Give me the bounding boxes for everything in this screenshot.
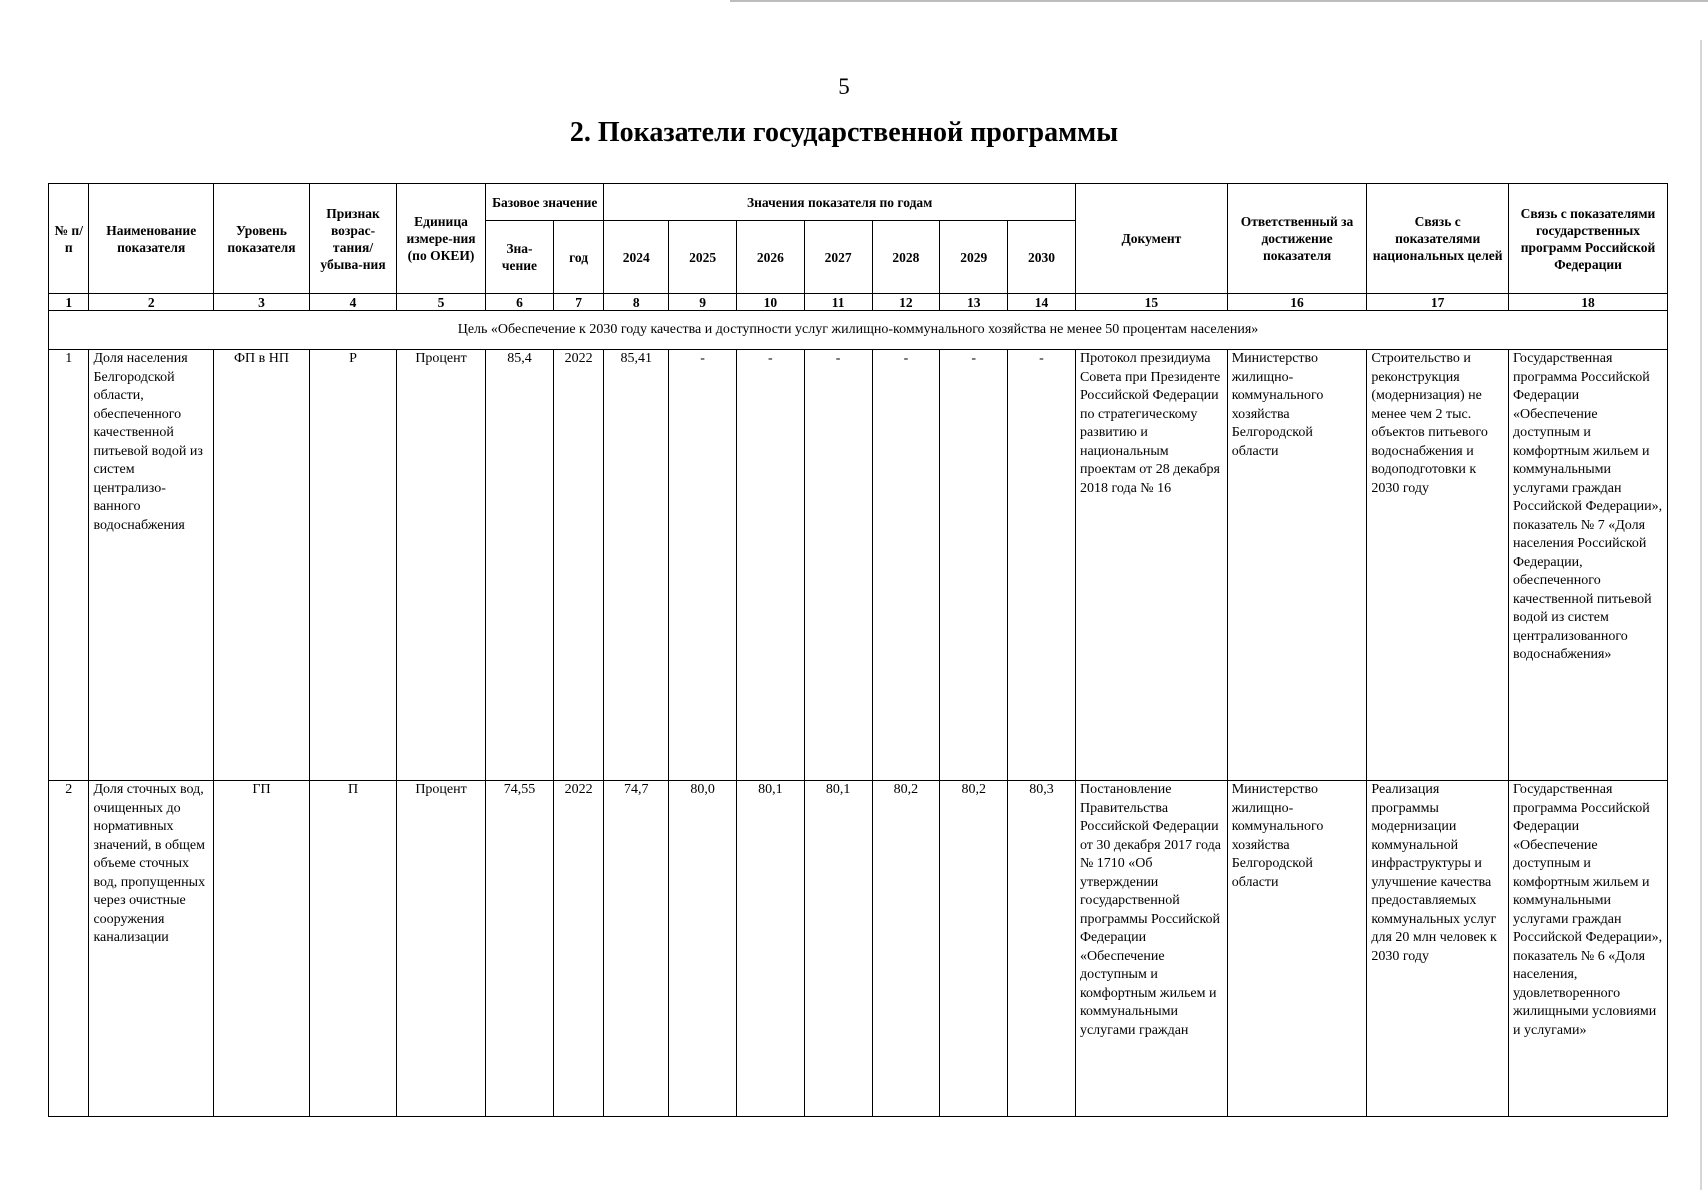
indicator-level: ФП в НП [213,350,309,781]
table-row [49,350,1668,781]
value-2028: - [872,350,940,781]
value-2025: 80,0 [669,781,737,1117]
header-level: Уровень показателя [213,184,309,294]
indicator-unit: Процент [397,781,486,1117]
base-year: 2022 [553,781,604,1117]
base-value: 74,55 [486,781,554,1117]
value-2029: - [940,350,1008,781]
value-2027: - [804,350,872,781]
value-2026: - [736,350,804,781]
header-sign: Признак возрас-тания/ убыва-ния [310,184,397,294]
document-reference: Протокол президиума Совета при Президенте Российской Федерации по стратегическому развитию и национальным проектам от 28 декабря 2018 года № 16 [1075,350,1227,781]
header-year-2025: 2025 [669,221,737,294]
header-year-2029: 2029 [940,221,1008,294]
indicator-sign: Р [310,350,397,781]
column-number: 13 [940,294,1008,311]
state-program-link: Государственная программа Российской Федерации «Обеспечение доступным и комфортным жильем и коммунальными услугами граждан Российской Федерации», показатель № 7 «Доля населения Российской Федерации, обеспеченного качественной питьевой водой из систем централизованного водоснабжения» [1508,350,1667,781]
column-number: 5 [397,294,486,311]
national-goal-link: Реализация программы модернизации коммунальной инфраструктуры и улучшение качества предоставляемых коммунальных услуг для 20 млн человек к 2030 году [1367,781,1509,1117]
column-number: 16 [1227,294,1367,311]
scan-border-top [730,0,1708,2]
header-document: Документ [1075,184,1227,294]
indicator-name: Доля населения Белгородской области, обеспеченного качественной питьевой водой из систем централизо-ванного водоснабжения [89,350,213,781]
value-2030: - [1008,350,1076,781]
base-value: 85,4 [486,350,554,781]
header-num: № п/п [49,184,89,294]
column-number: 15 [1075,294,1227,311]
page-number: 5 [838,74,850,99]
column-number: 7 [553,294,604,311]
column-number: 18 [1508,294,1667,311]
column-number: 17 [1367,294,1509,311]
document-reference: Постановление Правительства Российской Федерации от 30 декабря 2017 года № 1710 «Об утверждении государственной программы Российской Федерации «Обеспечение доступным и комфортным жильем и коммунальными услугами граждан [1075,781,1227,1117]
header-national-link: Связь с показателями национальных целей [1367,184,1509,294]
column-number: 14 [1008,294,1076,311]
header-base-value: Зна-чение [486,221,554,294]
value-2029: 80,2 [940,781,1008,1117]
table-row [49,781,1668,1117]
responsible-body: Министерство жилищно-коммунального хозяйства Белгородской области [1227,781,1367,1117]
column-number: 9 [669,294,737,311]
indicators-table [48,183,1668,1117]
header-years-group: Значения показателя по годам [604,184,1076,221]
column-number: 4 [310,294,397,311]
header-year-2028: 2028 [872,221,940,294]
value-2028: 80,2 [872,781,940,1117]
page-title: 2. Показатели государственной программы [569,117,1119,148]
national-goal-link: Строительство и реконструкция (модернизация) не менее чем 2 тыс. объектов питьевого водоснабжения и водоподготовки к 2030 году [1367,350,1509,781]
indicator-unit: Процент [397,350,486,781]
column-number: 8 [604,294,669,311]
header-year-2024: 2024 [604,221,669,294]
column-number: 2 [89,294,213,311]
indicator-name: Доля сточных вод, очищенных до нормативных значений, в общем объеме сточных вод, пропущенных через очистные сооружения канализации [89,781,213,1117]
value-2025: - [669,350,737,781]
header-year-2027: 2027 [804,221,872,294]
scan-border-right [1700,40,1702,1190]
column-number: 12 [872,294,940,311]
value-2030: 80,3 [1008,781,1076,1117]
header-base-group: Базовое значение [486,184,604,221]
responsible-body: Министерство жилищно-коммунального хозяйства Белгородской области [1227,350,1367,781]
header-responsible: Ответственный за достижение показателя [1227,184,1367,294]
column-number: 6 [486,294,554,311]
column-number: 11 [804,294,872,311]
state-program-link: Государственная программа Российской Федерации «Обеспечение доступным и комфортным жильем и коммунальными услугами граждан Российской Федерации», показатель № 6 «Доля населения, удовлетворенного жилищными условиями и услугами» [1508,781,1667,1117]
value-2024: 85,41 [604,350,669,781]
header-year-2030: 2030 [1008,221,1076,294]
row-number: 2 [49,781,89,1117]
value-2026: 80,1 [736,781,804,1117]
header-name: Наименование показателя [89,184,213,294]
column-number: 3 [213,294,309,311]
base-year: 2022 [553,350,604,781]
goal-statement: Цель «Обеспечение к 2030 году качества и доступности услуг жилищно-коммунального хозяйства не менее 50 процентам населения» [49,311,1668,350]
column-number: 10 [736,294,804,311]
indicator-level: ГП [213,781,309,1117]
header-unit: Единица измере-ния (по ОКЕИ) [397,184,486,294]
column-number: 1 [49,294,89,311]
row-number: 1 [49,350,89,781]
header-base-year: год [553,221,604,294]
header-state-link: Связь с показателями государственных программ Российской Федерации [1508,184,1667,294]
header-year-2026: 2026 [736,221,804,294]
value-2027: 80,1 [804,781,872,1117]
value-2024: 74,7 [604,781,669,1117]
indicator-sign: П [310,781,397,1117]
